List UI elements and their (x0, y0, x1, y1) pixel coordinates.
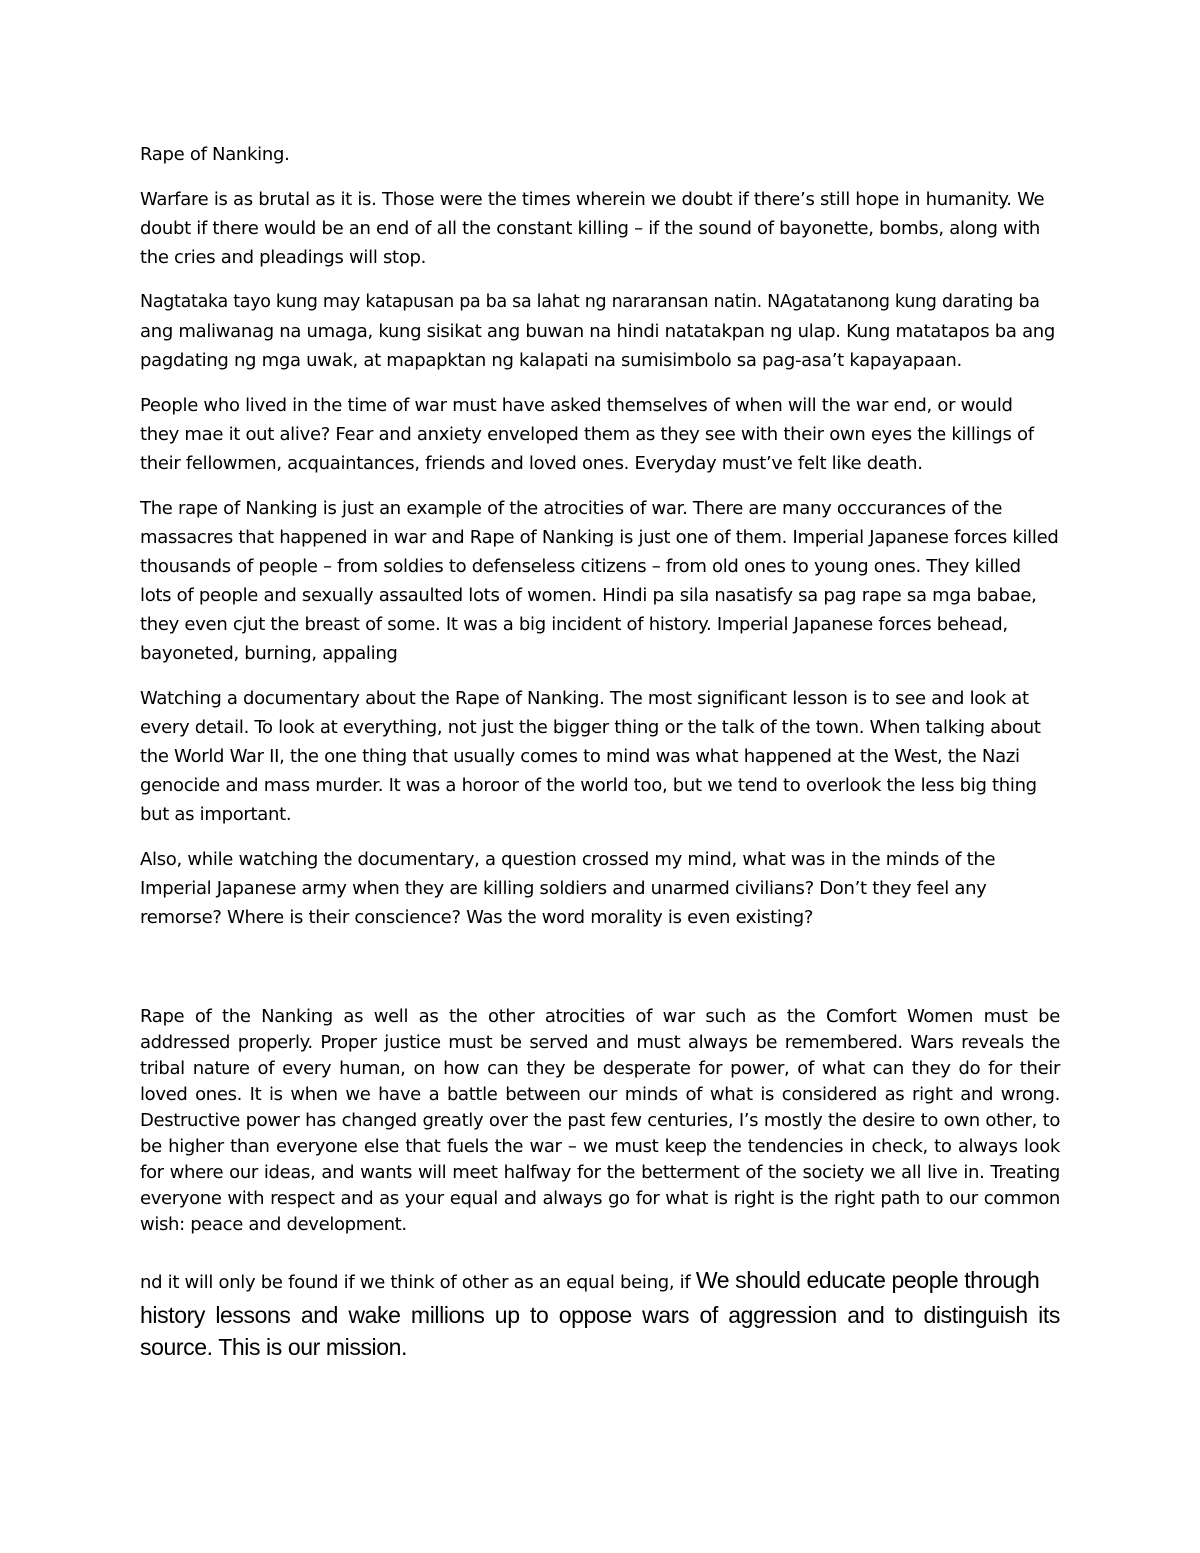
paragraph-line: loved ones. It is when we have a battle between our minds of what is considered as right and wrong. (140, 1084, 1060, 1105)
paragraph-line: Watching a documentary about the Rape of Nanking. The most significant lesson is to see and look at (140, 688, 1029, 709)
paragraph-line: source. This is our mission. (140, 1334, 408, 1360)
paragraph-final (140, 1264, 1060, 1363)
paragraph-line: the World War II, the one thing that usually comes to mind was what happened at the West, the Nazi (140, 746, 1020, 767)
paragraph-1 (140, 185, 1060, 272)
paragraph-line: genocide and mass murder. It was a horoor of the world too, but we tend to overlook the less big thing (140, 775, 1037, 796)
paragraph-line: but as important. (140, 804, 292, 825)
paragraph-line: bayoneted, burning, appaling (140, 643, 398, 664)
paragraph-line: Warfare is as brutal as it is. Those were the times wherein we doubt if there’s still hope in humanity. We (140, 189, 1045, 210)
document-page (140, 140, 1060, 1363)
paragraph-line-mixed (140, 1264, 1060, 1299)
paragraph-line: wish: peace and development. (140, 1214, 407, 1235)
paragraph-line: history lessons and wake millions up to oppose wars of aggression and to distinguish its (140, 1302, 1060, 1328)
paragraph-justified (140, 1004, 1060, 1238)
paragraph-line: lots of people and sexually assaulted lots of women. Hindi pa sila nasatisfy sa pag rape sa mga babae, (140, 585, 1037, 606)
paragraph-6 (140, 845, 1060, 932)
paragraph-line: for where our ideas, and wants will meet halfway for the betterment of the society we all live in. Treating (140, 1162, 1060, 1183)
paragraph-line: they mae it out alive? Fear and anxiety enveloped them as they see with their own eyes the killings of (140, 424, 1034, 445)
paragraph-line: remorse? Where is their conscience? Was the word morality is even existing? (140, 907, 814, 928)
paragraph-line: every detail. To look at everything, not just the bigger thing or the talk of the town. When talking about (140, 717, 1041, 738)
paragraph-line: People who lived in the time of war must have asked themselves of when will the war end, or would (140, 395, 1013, 416)
paragraph-line: tribal nature of every human, on how can they be desperate for power, of what can they do for their (140, 1058, 1060, 1079)
paragraph-line: Nagtataka tayo kung may katapusan pa ba sa lahat ng nararansan natin. NAgatatanong kung darating ba (140, 292, 1040, 312)
paragraph-line: massacres that happened in war and Rape of Nanking is just one of them. Imperial Japanese forces killed (140, 527, 1059, 548)
paragraph-line: Also, while watching the documentary, a question crossed my mind, what was in the minds of the (140, 849, 996, 870)
paragraph-line: be higher than everyone else that fuels the war – we must keep the tendencies in check, to always look (140, 1136, 1060, 1157)
paragraph-line: Imperial Japanese army when they are killing soldiers and unarmed civilians? Don’t they feel any (140, 878, 987, 899)
paragraph-line: they even cjut the breast of some. It was a big incident of history. Imperial Japanese forces behead, (140, 614, 1008, 635)
paragraph-line: ang maliwanag na umaga, kung sisikat ang buwan na hindi natatakpan ng ulap. Kung matatapos ba ang (140, 321, 1056, 342)
paragraph-5 (140, 684, 1060, 829)
paragraph-line: the cries and pleadings will stop. (140, 247, 427, 268)
paragraph-3 (140, 391, 1060, 478)
paragraph-line: Destructive power has changed greatly over the past few centuries, I’s mostly the desire to own other, to (140, 1110, 1060, 1131)
paragraph-line: their fellowmen, acquaintances, friends and loved ones. Everyday must’ve felt like death. (140, 453, 923, 474)
paragraph-line: pagdating ng mga uwak, at mapapktan ng kalapati na sumisimbolo sa pag-asa’t kapayapaan. (140, 350, 962, 371)
paragraph-line: thousands of people – from soldies to defenseless citizens – from old ones to young ones. They killed (140, 556, 1021, 577)
paragraph-line: doubt if there would be an end of all the constant killing – if the sound of bayonette, bombs, along with (140, 218, 1041, 239)
blank-space (140, 948, 1060, 1004)
paragraph-4 (140, 494, 1060, 668)
paragraph-line: everyone with respect and as your equal and always go for what is right is the right path to our common (140, 1188, 1060, 1209)
paragraph-line: Rape of the Nanking as well as the other atrocities of war such as the Comfort Women must be (140, 1006, 1060, 1027)
document-title: Rape of Nanking. (140, 144, 290, 165)
paragraph-text-small: nd it will only be found if we think of other as an equal being, if (140, 1272, 696, 1293)
paragraph-text-large: We should educate people through (695, 1267, 1040, 1293)
paragraph-line: The rape of Nanking is just an example of the atrocities of war. There are many occcurances of the (140, 498, 1003, 519)
paragraph-2 (140, 288, 1060, 375)
paragraph-line: addressed properly. Proper justice must be served and must always be remembered. Wars reveals the (140, 1032, 1060, 1053)
